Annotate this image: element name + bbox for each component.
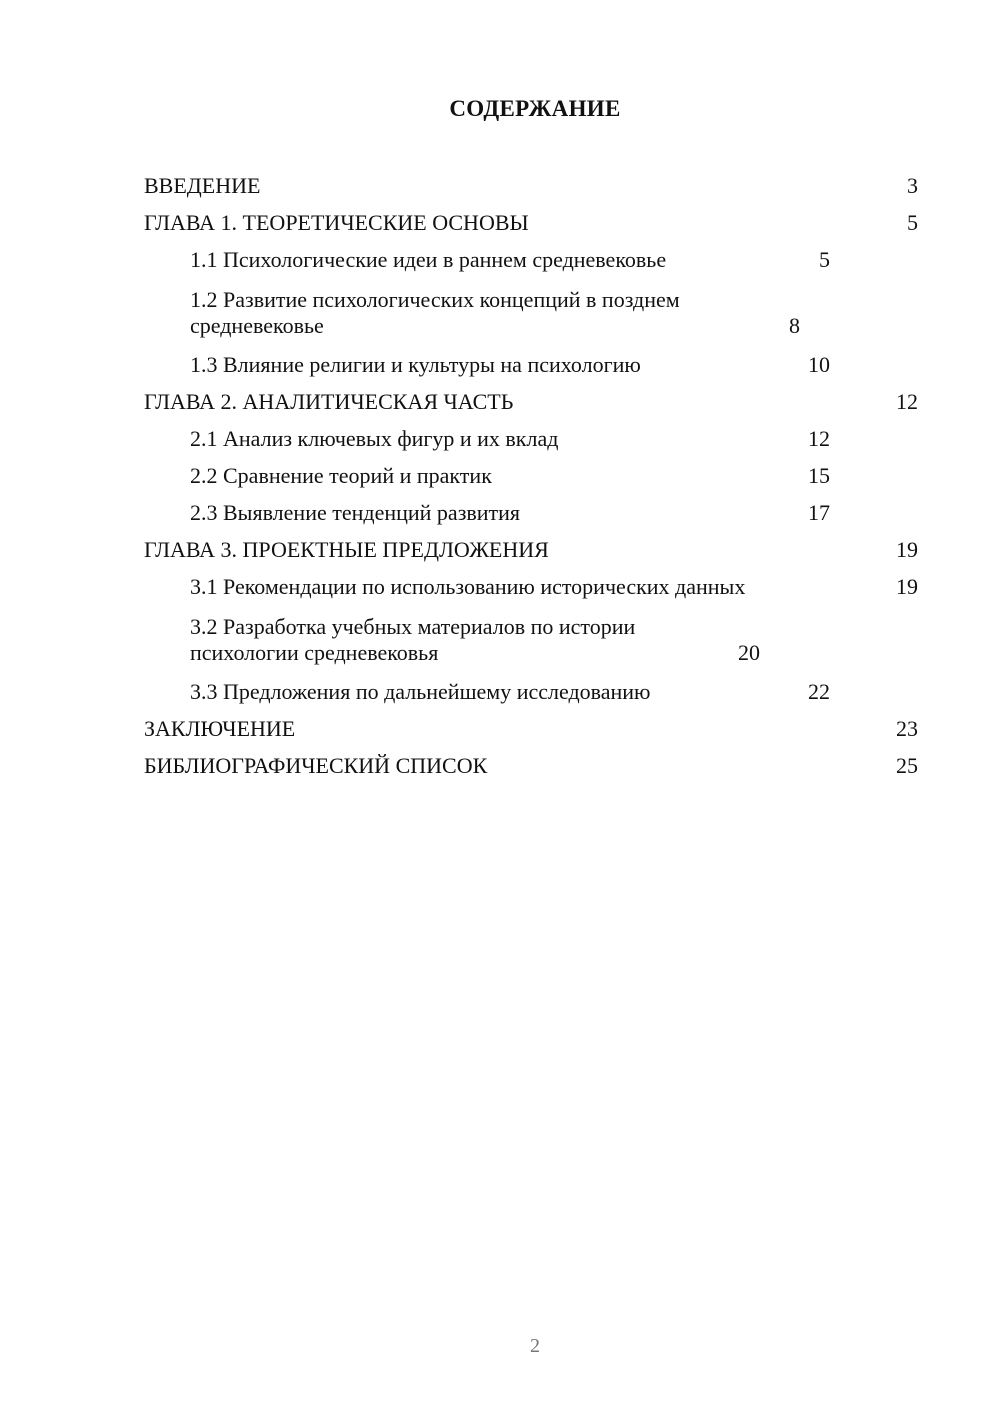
toc-entry-page: 5	[819, 247, 830, 272]
toc-entry-label: ГЛАВА 2. АНАЛИТИЧЕСКАЯ ЧАСТЬ	[144, 389, 514, 414]
toc-entry-page: 19	[896, 574, 918, 599]
toc-entry-chapter-2[interactable]	[144, 384, 918, 421]
toc-entry-label: 2.1 Анализ ключевых фигур и их вклад	[190, 426, 559, 451]
toc-entry-label: 1.3 Влияние религии и культуры на психологию	[190, 352, 641, 377]
toc-entry-section-3-2[interactable]	[144, 606, 918, 674]
toc-entry-page: 12	[896, 389, 918, 414]
toc-entry-introduction[interactable]	[144, 168, 918, 205]
toc-entry-section-1-3[interactable]	[144, 347, 918, 384]
toc-entry-page: 22	[808, 679, 830, 704]
toc-entry-label: БИБЛИОГРАФИЧЕСКИЙ СПИСОК	[144, 753, 488, 778]
toc-entry-label: 1.2 Развитие психологических концепций в позднем средневековье	[190, 287, 680, 338]
toc-entry-section-1-2[interactable]	[144, 279, 918, 347]
toc-entry-page: 25	[896, 753, 918, 778]
toc-entry-label: 2.2 Сравнение теорий и практик	[190, 463, 492, 488]
toc-entry-label: ВВЕДЕНИЕ	[144, 173, 261, 198]
toc-entry-page: 12	[808, 426, 830, 451]
toc-entry-page: 8	[789, 313, 800, 338]
toc-entry-chapter-1[interactable]	[144, 205, 918, 242]
toc-entry-page: 5	[907, 210, 918, 235]
toc-entry-page: 19	[896, 537, 918, 562]
toc-entry-label: 3.2 Разработка учебных материалов по истории психологии средневековья	[190, 614, 636, 665]
page-title: СОДЕРЖАНИЕ	[449, 96, 621, 121]
toc-entry-conclusion[interactable]	[144, 711, 918, 748]
toc-entry-section-1-1[interactable]	[144, 242, 918, 279]
toc-entry-page: 10	[808, 352, 830, 377]
toc-entry-page: 15	[808, 463, 830, 488]
toc-entry-label: ГЛАВА 3. ПРОЕКТНЫЕ ПРЕДЛОЖЕНИЯ	[144, 537, 549, 562]
toc-entry-label: ГЛАВА 1. ТЕОРЕТИЧЕСКИЕ ОСНОВЫ	[144, 210, 529, 235]
toc-entry-page: 20	[738, 640, 760, 665]
toc-entry-section-2-1[interactable]	[144, 421, 918, 458]
page-number: 2	[530, 1335, 540, 1357]
toc-entry-page: 17	[808, 500, 830, 525]
toc-entry-section-2-2[interactable]	[144, 458, 918, 495]
toc-entry-chapter-3[interactable]	[144, 532, 918, 569]
toc-entry-page: 23	[896, 716, 918, 741]
toc-entry-section-3-3[interactable]	[144, 674, 918, 711]
toc-entry-section-3-1[interactable]	[144, 569, 918, 606]
toc-entry-bibliography[interactable]	[144, 748, 918, 785]
toc-entry-section-2-3[interactable]	[144, 495, 918, 532]
table-of-contents	[144, 168, 918, 785]
toc-entry-label: 3.3 Предложения по дальнейшему исследованию	[190, 679, 651, 704]
toc-entry-label: 1.1 Психологические идеи в раннем средневековье	[190, 247, 667, 272]
toc-entry-page: 3	[907, 173, 918, 198]
toc-entry-label: 2.3 Выявление тенденций развития	[190, 500, 521, 525]
toc-entry-label: 3.1 Рекомендации по использованию исторических данных	[190, 574, 746, 599]
toc-entry-label: ЗАКЛЮЧЕНИЕ	[144, 716, 296, 741]
